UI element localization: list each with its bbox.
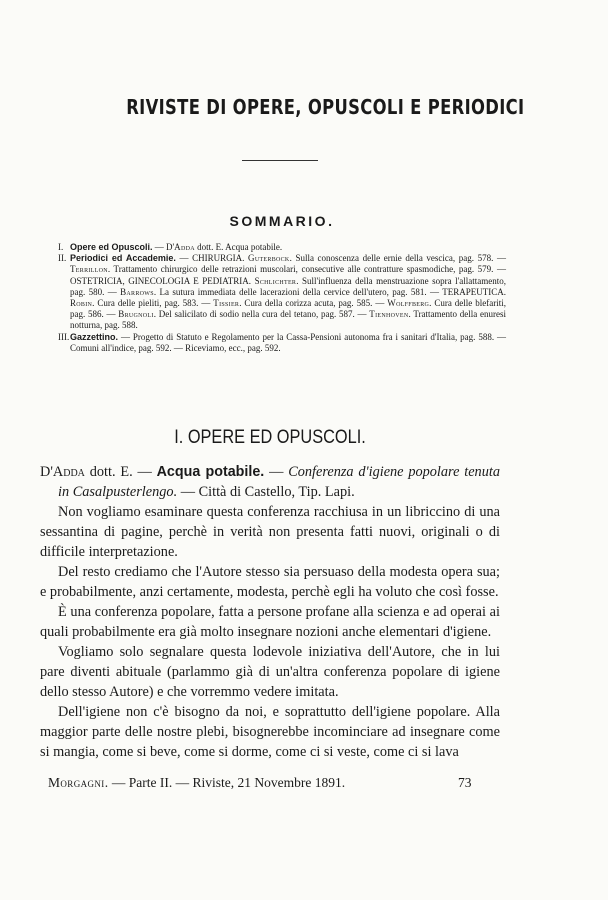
- entry-text: dott. E. Acqua potabile.: [194, 242, 283, 252]
- entry-number: II.: [58, 253, 67, 264]
- ref-author: Adda: [52, 464, 85, 480]
- sommario-entry-gazzettino: [58, 332, 506, 354]
- page-footer: [48, 775, 478, 791]
- ref-dash: —: [264, 464, 289, 480]
- entry-text: . Cura delle pieliti, pag. 583. —: [92, 298, 214, 309]
- sommario-entry-periodici: [58, 253, 506, 331]
- entry-author: Terrillon: [70, 264, 108, 275]
- entry-author: Barrows: [120, 286, 154, 297]
- ref-title: Acqua potabile.: [156, 464, 265, 480]
- paragraph: Dell'igiene non c'è bisogno da noi, e soprattutto dell'igiene popolare. Alla maggior parte delle nostre plebi, bisognerebbe incominciare ad insegnare come si mangia, come si beve, come si dorme, come ci si veste, come ci si lava: [40, 704, 500, 760]
- entry-author: Wolffberg: [387, 298, 430, 309]
- paragraph: Del resto crediamo che l'Autore stesso sia persuaso della modesta opera sua; e probabilmente, anzi certamente, modesta, perchè egli ha voluto che così fosse.: [40, 564, 500, 600]
- paragraph: Non vogliamo esaminare questa conferenza racchiusa in un libriccino di una sessantina di pagine, perchè in verità non presenta fatti nuovi, originali o di difficile interpretazione.: [40, 504, 500, 560]
- title-divider: [242, 160, 318, 161]
- entry-title: Gazzettino.: [70, 331, 119, 342]
- entry-text: . La sutura immediata delle lacerazioni della cervice dell'utero, pag. 581. — TERAPEUTICA.: [153, 286, 506, 297]
- entry-text: . Trattamento della enuresi notturna, pag. 588.: [70, 309, 506, 331]
- footer-info: — Parte II. — Riviste, 21 Novembre 1891.: [108, 775, 346, 790]
- entry-text: . Del salicilato di sodio nella cura del tetano, pag. 587. —: [153, 309, 370, 320]
- sommario-heading: SOMMARIO.: [229, 213, 335, 229]
- entry-text: — Progetto di Statuto e Regolamento per la Cassa-Pensioni autonoma fra i sanitari d'Italia, pag. 588. — Comuni all'indice, pag. 592. — Riceviamo, ecc., pag. 592.: [70, 331, 506, 353]
- entry-text: — CHIRURGIA.: [175, 253, 249, 264]
- ref-author-rest: dott. E. —: [84, 464, 157, 480]
- footer-journal: Morgagni.: [48, 775, 109, 790]
- sommario-list: [58, 242, 506, 354]
- ref-prefix: D': [40, 464, 53, 480]
- sommario-entry-opere: [58, 242, 506, 253]
- entry-title: Periodici ed Accademie.: [70, 253, 176, 264]
- entry-author: Guterbock: [248, 253, 290, 264]
- entry-number: I.: [58, 242, 64, 252]
- entry-author: Schlichter: [254, 275, 297, 286]
- entry-author: Adda: [174, 242, 195, 252]
- paragraph: È una conferenza popolare, fatta a persone profane alla scienza e ad operai ai quali probabilmente era già molto insegnare nozioni anche elementari d'igiene.: [40, 604, 500, 640]
- ref-subtitle: Conferenza d'igiene popolare tenuta in Casalpusterlengo.: [58, 464, 500, 500]
- entry-text: . Sulla conoscenza delle ernie della vescica, pag. 578. —: [289, 253, 506, 264]
- section-heading: I. OPERE ED OPUSCOLI.: [174, 427, 366, 448]
- entry-text: . Cura della corizza acuta, pag. 585. —: [239, 298, 388, 309]
- entry-author: Tissier: [213, 298, 240, 309]
- entry-text: . Sull'influenza della menstruazione sopra l'allattamento, pag. 580. —: [70, 275, 506, 297]
- entry-number: III.: [58, 331, 70, 342]
- entry-title: Opere ed Opuscoli.: [70, 242, 153, 252]
- page-title: RIVISTE DI OPERE, OPUSCOLI E PERIODICI: [126, 95, 525, 119]
- entry-author: Tienhoven: [369, 309, 409, 320]
- entry-text: . Trattamento chirurgico delle retrazioni muscolari, consecutive alle contratture spasmodiche, pag. 579. — OSTETRICIA, GINECOLOGIA E PEDIATRIA.: [70, 264, 506, 286]
- paragraph: Vogliamo solo segnalare questa lodevole iniziativa dell'Autore, che in lui pare diventi abituale (parlammo già di un'altra conferenza popolare di igiene dello stesso Autore) e che vorremmo vedere imitata.: [40, 644, 500, 700]
- entry-author: Robin: [70, 298, 93, 309]
- entry-text: . Cura delle blefariti, pag. 586. —: [70, 298, 506, 320]
- book-reference: [40, 462, 500, 502]
- entry-author: Brugnoli: [118, 309, 154, 320]
- article-body: [40, 462, 500, 762]
- page-number: 73: [458, 775, 472, 790]
- entry-text: — D': [152, 242, 175, 252]
- ref-publisher: — Città di Castello, Tip. Lapi.: [177, 484, 355, 500]
